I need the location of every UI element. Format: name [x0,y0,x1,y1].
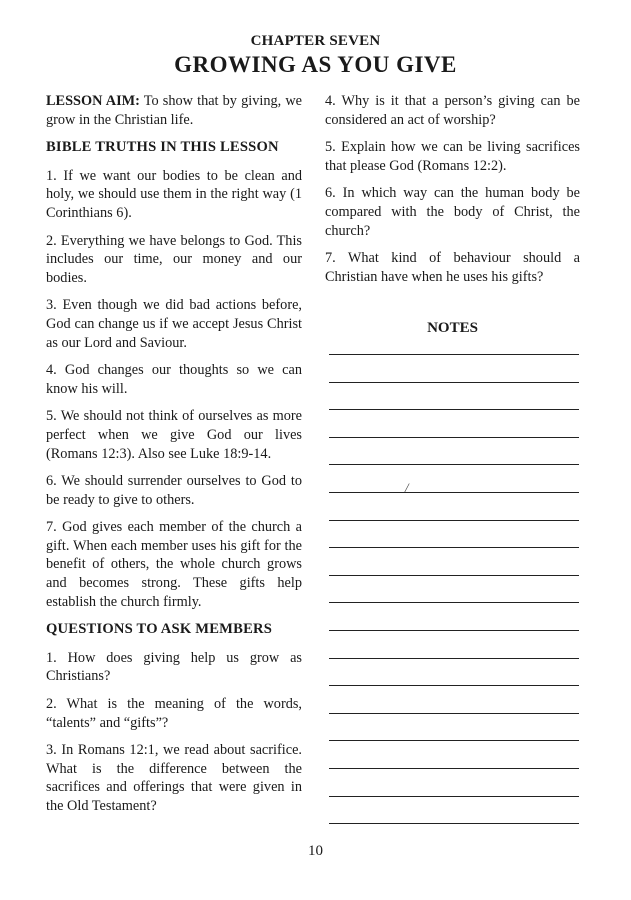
question-item: 6. In which way can the human body be compared with the body of Christ, the church? [325,185,580,239]
note-line [329,713,579,714]
note-line [329,602,579,603]
page-number: 10 [308,843,323,859]
note-line [329,382,579,383]
note-line [329,437,579,438]
notes-title: NOTES [427,320,478,337]
right-column [325,92,580,338]
lesson-aim-label: LESSON AIM: [46,93,140,109]
lesson-aim [46,92,302,129]
bible-truth-item: 1. If we want our bodies to be clean and holy, we should use them in the right way (1 Corinthians 6). [46,167,302,221]
note-line [329,464,579,465]
bible-truth-item: 7. God gives each member of the church a gift. When each member uses his gift for the benefit of others, the whole church grows and becomes strong. These gifts help establish the church firmly. [46,519,302,610]
note-line [329,796,579,797]
left-column [46,92,302,825]
chapter-label: CHAPTER SEVEN [250,33,381,49]
bible-truth-item: 6. We should surrender ourselves to God to be ready to give to others. [46,473,302,508]
note-line [329,740,579,741]
question-item: 5. Explain how we can be living sacrifices that please God (Romans 12:2). [325,139,580,174]
note-line [329,823,579,824]
chapter-title: GROWING AS YOU GIVE [174,52,457,77]
note-line [329,492,579,493]
bible-truth-item: 3. Even though we did bad actions before, God can change us if we accept Jesus Christ as our Lord and Saviour. [46,297,302,351]
note-line [329,354,579,355]
note-line [329,658,579,659]
note-line [329,409,579,410]
note-line [329,768,579,769]
stray-pen-mark: / [405,480,409,495]
bible-truth-item: 5. We should not think of ourselves as more perfect when we give God our lives (Romans 12:3). Also see Luke 18:9-14. [46,408,302,462]
bible-truth-item: 4. God changes our thoughts so we can know his will. [46,362,302,397]
question-item: 3. In Romans 12:1, we read about sacrifice. What is the difference between the sacrifices and offerings that were given in the Old Testament? [46,742,302,814]
note-line [329,685,579,686]
questions-heading: QUESTIONS TO ASK MEMBERS [46,621,273,638]
question-item: 4. Why is it that a person’s giving can be considered an act of worship? [325,93,580,128]
note-line [329,547,579,548]
lesson-aim-text: To show that by giving, we grow in the Christian life. [46,93,302,128]
question-item: 1. How does giving help us grow as Christians? [46,649,302,685]
bible-truth-item: 2. Everything we have belongs to God. This includes our time, our money and our bodies. [46,232,302,286]
note-line [329,630,579,631]
question-item: 7. What kind of behaviour should a Christian have when he uses his gifts? [325,250,580,285]
note-line [329,575,579,576]
question-item: 2. What is the meaning of the words, “talents” and “gifts”? [46,696,302,731]
note-line [329,520,579,521]
bible-truths-heading: BIBLE TRUTHS IN THIS LESSON [46,139,279,156]
